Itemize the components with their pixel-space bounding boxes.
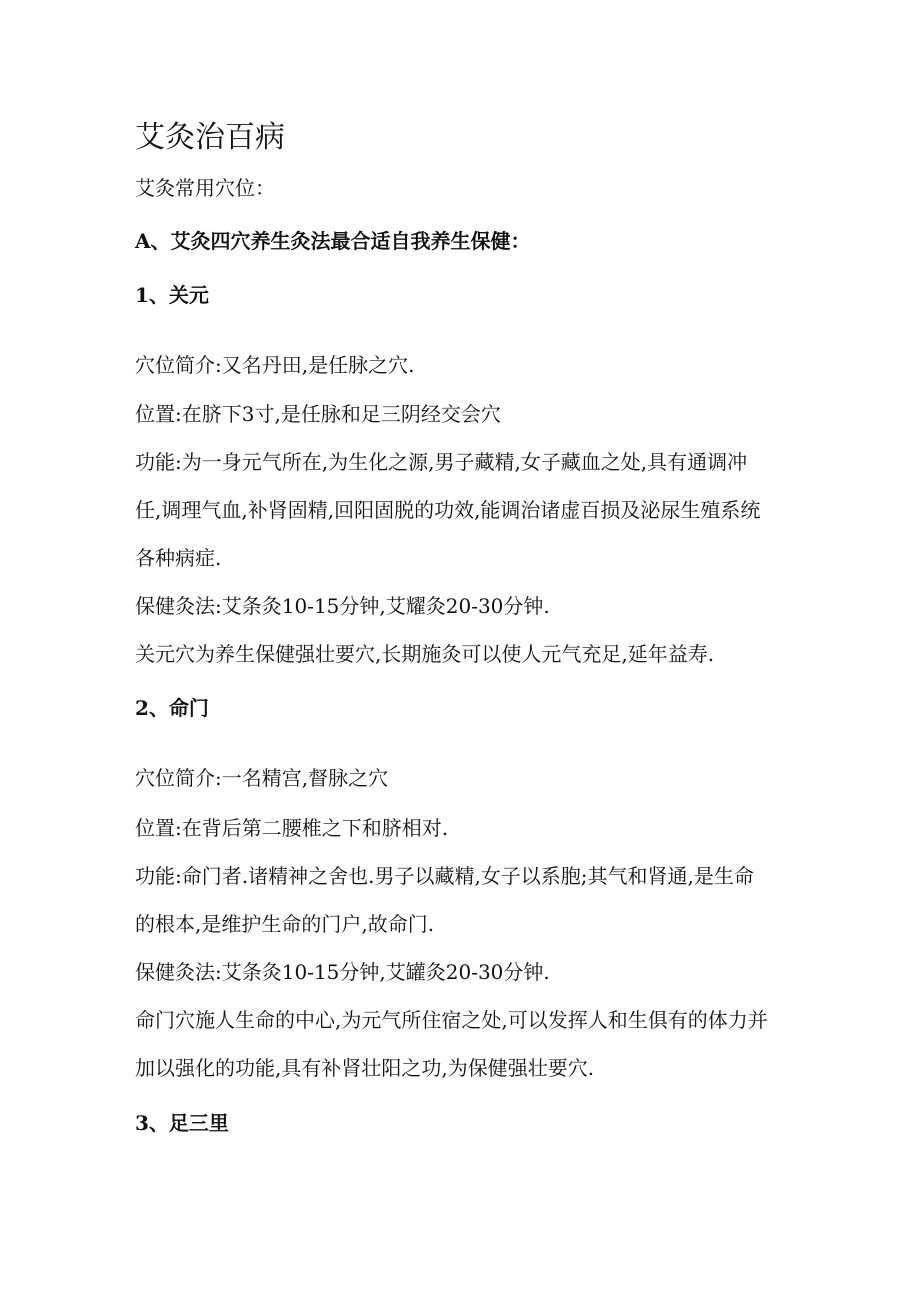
point-2-intro: 穴位简介:一名精宫,督脉之穴 (135, 766, 389, 790)
point-1-function-line-1: 功能:为一身元气所在,为生化之源,男子藏精,女子藏血之处,具有通调冲 (135, 450, 748, 474)
point-1-function-line-3: 各种病症. (135, 546, 222, 570)
point-2-note-line-2: 加以强化的功能,具有补肾壮阳之功,为保健强壮要穴. (135, 1056, 595, 1080)
point-2-function-line-1: 功能:命门者.诸精神之舍也.男子以藏精,女子以系胞;其气和肾通,是生命 (135, 864, 754, 888)
point-1-location: 位置:在脐下3寸,是任脉和足三阴经交会穴 (135, 402, 501, 426)
point-2-function-line-2: 的根本,是维护生命的门户,故命门. (135, 912, 435, 936)
point-1-function-line-2: 任,调理气血,补肾固精,回阳固脱的功效,能调治诸虚百损及泌尿生殖系统 (135, 498, 761, 522)
point-2-method: 保健灸法:艾条灸10-15分钟,艾罐灸20-30分钟. (135, 960, 550, 984)
point-2-note-line-1: 命门穴施人生命的中心,为元气所住宿之处,可以发挥人和生俱有的体力并 (135, 1008, 768, 1032)
point-2-heading: 2、命门 (135, 696, 209, 720)
point-1-intro: 穴位简介:又名丹田,是任脉之穴. (135, 353, 415, 377)
point-1-method: 保健灸法:艾条灸10-15分钟,艾耀灸20-30分钟. (135, 594, 550, 618)
document-title: 艾灸治百病 (135, 120, 285, 155)
section-a-heading: A、艾灸四穴养生灸法最合适自我养生保健： (135, 229, 531, 253)
point-1-heading: 1、关元 (135, 283, 209, 307)
point-1-note-line-1: 关元穴为养生保健强壮要穴,长期施灸可以使人元气充足,延年益寿. (135, 642, 715, 666)
point-2-location: 位置:在背后第二腰椎之下和脐相对. (135, 816, 449, 840)
intro-text: 艾灸常用穴位： (135, 176, 275, 200)
point-3-heading: 3、足三里 (135, 1111, 229, 1135)
